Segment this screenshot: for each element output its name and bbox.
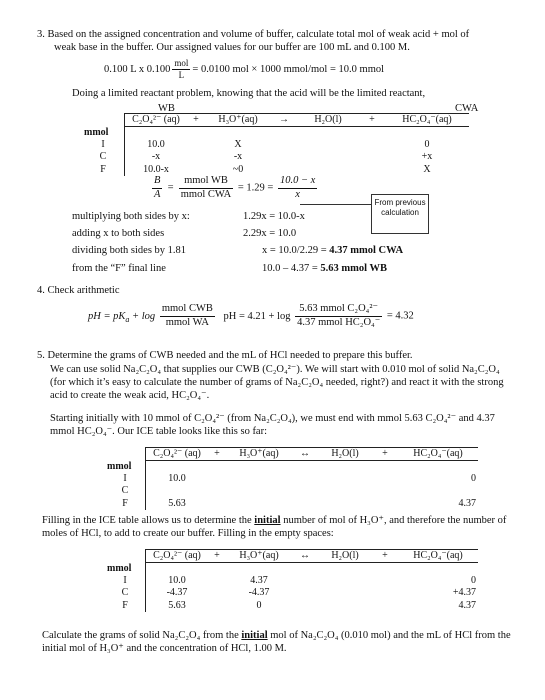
ph-plus-log: + log (129, 310, 156, 322)
hdr-hydronium: H₃O⁺(aq) (226, 550, 292, 563)
cell: -x (125, 151, 188, 163)
table-row (105, 498, 478, 510)
p4-end: mol of Na₂C₂O₄ (0.010 mol) and the mL of HCl from the initial mol of H₃O⁺ and the concentration of HCl, 1.00 M. (42, 630, 511, 654)
hdr-plus: + (208, 448, 226, 461)
q5-paragraph-1: We can use solid Na₂C₂O₄ that supplies our CWB (C₂O₄²⁻). We will start with 0.010 mol of solid Na₂C₂O₄ (for which it’s easy to calculate the number of grams of Na₂C₂O₄ needed, right?) and react it with the strong acid to create the weak acid, HC₂O₄⁻. (50, 364, 504, 401)
ph-fraction-2 (295, 303, 382, 330)
calc-part-b: = 0.0100 mol × 1000 mmol/mol = 10.0 mmol (192, 63, 385, 75)
frac-num: 5.63 mmol C₂O₄²⁻ (295, 303, 382, 317)
row-label: C (121, 587, 129, 599)
frac-den: 4.37 mmol HC₂O₄⁻ (297, 316, 381, 328)
cell: 0 (471, 473, 476, 485)
q4-title: 4. Check arithmetic (37, 285, 120, 296)
cell: 4.37 (250, 575, 268, 587)
q5-title: 5. Determine the grams of CWB needed and the mL of HCl needed to prepare this buffer. (37, 350, 413, 361)
hdr-equilibrium-arrow: ↔ (292, 550, 318, 563)
table-row (82, 164, 469, 176)
cell (226, 473, 292, 485)
cell: 10.0 (146, 575, 209, 587)
cell: X (423, 163, 431, 175)
cell: 4.37 (458, 599, 476, 611)
row-label: I (101, 139, 105, 151)
cell: 5.63 (146, 600, 209, 612)
step-left: from the “F” final line (72, 263, 166, 274)
cell (226, 485, 292, 497)
calc-part-a: 0.100 L x 0.100 (104, 63, 171, 75)
mmol-label: mmol (107, 460, 132, 472)
ph-left: pH = pK (88, 310, 126, 322)
hdr-hydronium: H₃O⁺(aq) (205, 114, 271, 127)
row-label: F (100, 163, 106, 175)
step-left: multiplying both sides by x: (72, 211, 190, 222)
label-cwa: CWA (455, 103, 479, 114)
frac-den: L (178, 69, 185, 80)
p3-end: number of mol of H₃O⁺, and therefore the number of moles of HCl, to add to create our buffer. Filling in the empty spaces: (42, 515, 507, 539)
ratio-mid: = 1.29 = (237, 182, 274, 194)
table-row (105, 485, 478, 497)
hdr-plus: + (187, 114, 205, 127)
frac-num: B (152, 175, 162, 189)
equals: = (167, 182, 175, 194)
result-wb: 5.63 mmol WB (320, 263, 388, 274)
ph-sub: a (125, 314, 130, 324)
table-row (82, 151, 469, 163)
ice-table-1 (82, 113, 469, 176)
frac-den: A (154, 188, 161, 200)
p3-initial: initial (254, 515, 281, 526)
hdr-plus: + (359, 114, 385, 127)
hdr-oxalate: C₂O₄²⁻ (aq) (146, 550, 209, 563)
mmol-label: mmol (84, 126, 109, 138)
table-row (82, 139, 469, 151)
ice-table-3 (105, 549, 478, 612)
q3-calc (104, 58, 384, 81)
note-box: From previous calculation (371, 194, 429, 234)
limiting-text: Doing a limited reactant problem, knowing that the acid will be the limited reactant, (72, 88, 426, 99)
frac-den: x (295, 188, 300, 200)
x-fraction (278, 175, 317, 202)
step-expr: x = 10.0/2.29 = (262, 245, 330, 256)
mmol-fraction (179, 175, 233, 202)
hdr-plus: + (372, 448, 398, 461)
step-right: 2.29x = 10.0 (243, 228, 297, 239)
frac-den: mmol WA (165, 316, 209, 328)
cell: +x (421, 151, 433, 163)
cell (226, 498, 292, 510)
row-label: C (121, 485, 129, 497)
row-label: I (123, 575, 127, 587)
cell: ~0 (232, 163, 244, 175)
frac-num: mmol CWB (160, 303, 215, 317)
ph-fraction-1 (160, 303, 215, 330)
frac-den: mmol CWA (180, 188, 232, 200)
hdr-arrow: → (271, 114, 297, 127)
table-row (105, 587, 478, 599)
q5-paragraph-3 (42, 515, 512, 541)
cell: -4.37 (248, 587, 270, 599)
cell: 4.37 (458, 497, 476, 509)
hdr-equilibrium-arrow: ↔ (292, 448, 318, 461)
step-left: dividing both sides by 1.81 (72, 245, 187, 256)
mol-per-l-fraction (172, 58, 190, 81)
table-row (105, 600, 478, 612)
cell: 10.0 (146, 473, 209, 485)
step-right (262, 263, 387, 276)
cell: -x (233, 151, 243, 163)
ph-equation (88, 303, 414, 330)
cell: 0 (471, 575, 476, 587)
cell (398, 485, 478, 497)
result-cwa: 4.37 mmol CWA (329, 245, 404, 256)
hdr-plus: + (372, 550, 398, 563)
row-label: C (99, 151, 107, 163)
cell (146, 485, 209, 497)
step-right: 1.29x = 10.0-x (243, 211, 305, 222)
cell: 5.63 (146, 498, 209, 510)
table-row (105, 575, 478, 587)
hdr-plus: + (208, 550, 226, 563)
q3-line2: weak base in the buffer. Our assigned values for our buffer are 100 mL and 0.100 M. (54, 42, 410, 53)
hdr-oxalate: C₂O₄²⁻ (aq) (125, 114, 188, 127)
hdr-bioxalate: HC₂O₄⁻(aq) (398, 448, 478, 461)
hdr-bioxalate: HC₂O₄⁻(aq) (385, 114, 469, 127)
q5-paragraph-4 (42, 630, 512, 656)
step-left: adding x to both sides (72, 228, 165, 239)
ph-result: = 4.32 (386, 310, 414, 322)
step-expr: 10.0 – 4.37 = (262, 263, 321, 274)
row-label: F (122, 497, 128, 509)
step-right (262, 245, 403, 258)
ratio-equation (150, 175, 319, 202)
ph-mid: pH = 4.21 + log (223, 310, 291, 322)
cell: +4.37 (452, 587, 476, 599)
hdr-water: H₂O(l) (318, 448, 372, 461)
hdr-hydronium: H₃O⁺(aq) (226, 448, 292, 461)
frac-num: mol (174, 58, 189, 68)
p4-initial: initial (241, 630, 268, 641)
row-label: I (123, 473, 127, 485)
frac-num: 10.0 − x (278, 175, 317, 189)
table-row (105, 473, 478, 485)
cell: 0 (256, 599, 262, 611)
row-label: F (122, 599, 128, 611)
q3-line1: 3. Based on the assigned concentration and volume of buffer, calculate total mol of weak acid + mol of (37, 29, 470, 40)
cell: -4.37 (146, 587, 209, 599)
p4-start: Calculate the grams of solid Na₂C₂O₄ from the (42, 630, 242, 641)
cell: 0 (424, 139, 430, 151)
label-wb: WB (158, 103, 175, 114)
cell: 10.0 (125, 139, 188, 151)
hdr-bioxalate: HC₂O₄⁻(aq) (398, 550, 478, 563)
cell: X (234, 139, 242, 151)
note-connector (300, 204, 372, 205)
frac-num: mmol WB (179, 175, 233, 189)
hdr-water: H₂O(l) (297, 114, 359, 127)
hdr-water: H₂O(l) (318, 550, 372, 563)
mmol-label: mmol (107, 562, 132, 574)
hdr-oxalate: C₂O₄²⁻ (aq) (146, 448, 209, 461)
ratio-fraction (152, 175, 162, 202)
cell: 10.0-x (125, 164, 188, 176)
q5-paragraph-2: Starting initially with 10 mmol of C₂O₄²⁻ (from Na₂C₂O₄), we must end with mmol 5.63 C₂O₄²⁻ and 4.37 mmol HC₂O₄⁻. Our ICE table looks like this so far: (50, 413, 495, 437)
ice-table-2 (105, 447, 478, 510)
p3-start: Filling in the ICE table allows us to determine the (42, 515, 255, 526)
